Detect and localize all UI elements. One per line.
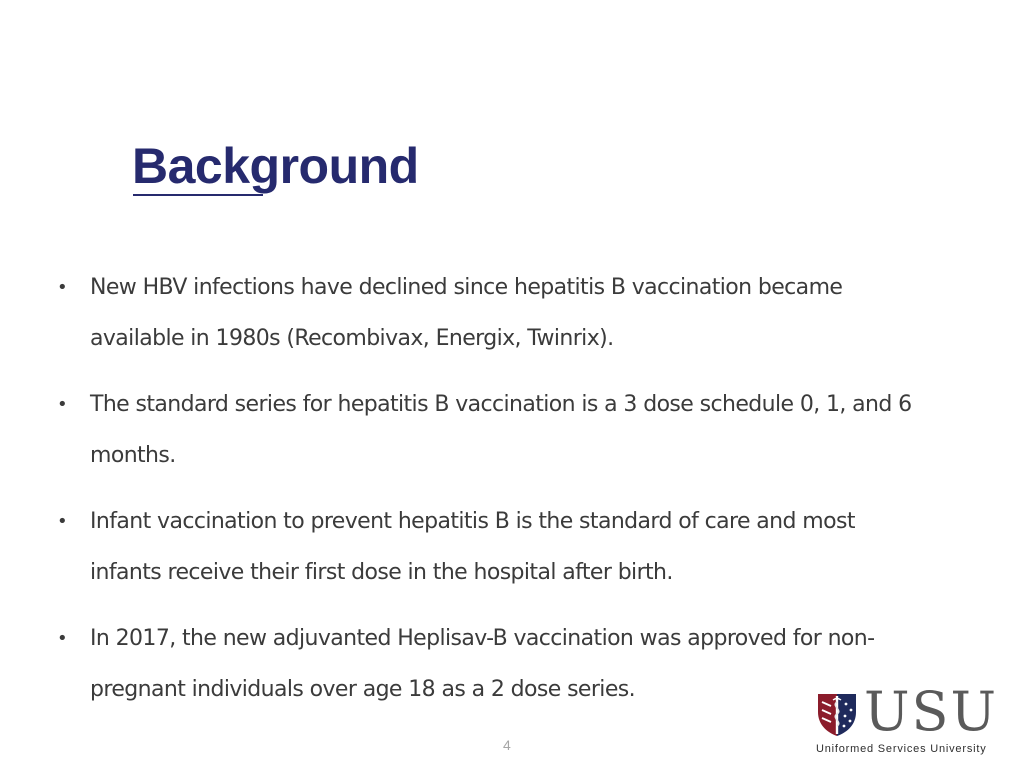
bullet-item: [56, 262, 916, 364]
usu-caption: Uniformed Services University: [816, 743, 987, 755]
page-number: 4: [503, 737, 511, 753]
bullet-text: In 2017, the new adjuvanted Heplisav-B vaccination was approved for non-pregnant individuals over age 18 as a 2 dose series.: [90, 626, 875, 702]
bullet-text: Infant vaccination to prevent hepatitis B is the standard of care and most infants receive their first dose in the hospital after birth.: [90, 509, 855, 585]
title-underline: [133, 194, 263, 196]
usu-shield-icon: [816, 692, 858, 738]
bullet-item: [56, 379, 916, 481]
bullet-item: [56, 496, 916, 598]
bullet-dot-icon: •: [57, 394, 68, 415]
usu-logo: [816, 680, 1002, 760]
bullet-text: New HBV infections have declined since hepatitis B vaccination became available in 1980s (Recombivax, Energix, Twinrix).: [90, 275, 843, 351]
bullet-dot-icon: •: [57, 628, 68, 649]
bullet-dot-icon: •: [57, 511, 68, 532]
usu-wordmark: USU: [864, 680, 999, 743]
slide-title: Background: [132, 138, 419, 194]
bullet-text: The standard series for hepatitis B vaccination is a 3 dose schedule 0, 1, and 6 months.: [90, 392, 912, 468]
bullet-item: [56, 613, 916, 715]
bullet-dot-icon: •: [57, 277, 68, 298]
bullet-list: [56, 262, 916, 730]
